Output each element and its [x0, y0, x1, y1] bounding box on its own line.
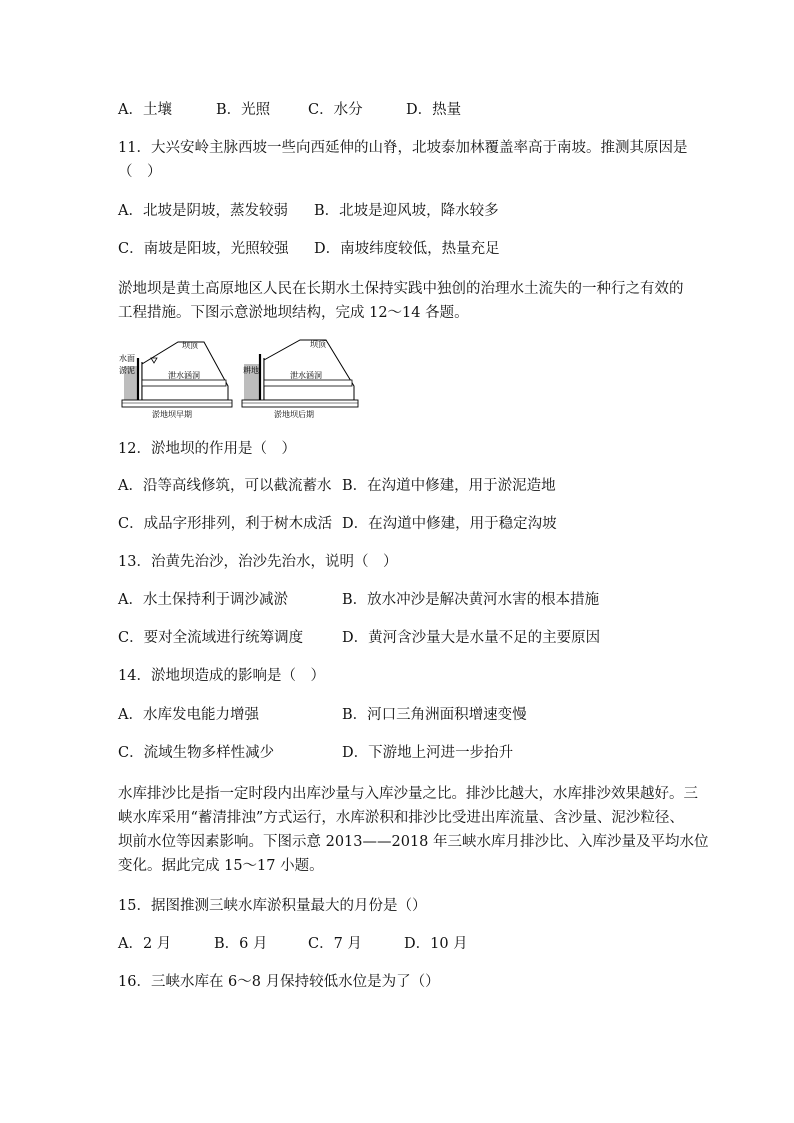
- q12-stem: 12．淤地坝的作用是（ ）: [118, 441, 296, 457]
- q15-options: [118, 934, 718, 954]
- check-dam-figure: [118, 336, 362, 422]
- q10-option-c: C．水分: [308, 102, 363, 118]
- q13-options-row2: [118, 628, 718, 648]
- q10-option-b: B．光照: [216, 102, 271, 118]
- label-farmland: 耕地: [243, 366, 259, 375]
- q14-option-d: D．下游地上河进一步抬升: [342, 745, 514, 761]
- q11-option-a: A．北坡是阴坡，蒸发较弱: [118, 203, 288, 219]
- q13-option-b: B．放水冲沙是解决黄河水害的根本措施: [342, 592, 600, 608]
- q15-option-d: D．10 月: [404, 936, 468, 952]
- q16-stem: 16．三峡水库在 6～8 月保持较低水位是为了（）: [118, 974, 440, 990]
- label-dam-top-late: 坝顶: [310, 340, 326, 349]
- q14-options-row1: [118, 705, 718, 725]
- q11-option-d: D．南坡纬度较低，热量充足: [314, 241, 500, 257]
- q10-option-a: A．土壤: [118, 102, 172, 118]
- q14-stem: 14．淤地坝造成的影响是（ ）: [118, 668, 325, 684]
- intro2-line1: 水库排沙比是指一定时段内出库沙量与入库沙量之比。排沙比越大，水库排沙效果越好。三: [118, 786, 698, 802]
- check-dam-early-diagram: [119, 340, 232, 419]
- q15-option-b: B．6 月: [214, 936, 268, 952]
- q11-option-c: C．南坡是阳坡，光照较强: [118, 241, 289, 257]
- q11-stem-blank: （ ）: [118, 164, 162, 180]
- q13-option-d: D．黄河含沙量大是水量不足的主要原因: [342, 630, 601, 646]
- q13-option-a: A．水土保持利于调沙减淤: [118, 592, 288, 608]
- q14-option-a: A．水库发电能力增强: [118, 707, 259, 723]
- q11-options-row1: [118, 201, 718, 221]
- q15-option-c: C．7 月: [308, 936, 362, 952]
- q14-option-b: B．河口三角洲面积增速变慢: [342, 707, 527, 723]
- intro1-line2: 工程措施。下图示意淤地坝结构，完成 12～14 各题。: [118, 305, 469, 321]
- q13-option-c: C．要对全流域进行统筹调度: [118, 630, 304, 646]
- label-silt: 淤泥: [119, 366, 135, 375]
- q13-options-row1: [118, 590, 718, 610]
- q12-options-row2: [118, 514, 718, 534]
- q12-option-d: D．在沟道中修建，用于稳定沟坡: [342, 516, 557, 532]
- q11-options-row2: [118, 239, 718, 259]
- q12-options-row1: [118, 476, 718, 496]
- q12-option-a: A．沿等高线修筑，可以截流蓄水: [118, 478, 332, 494]
- check-dam-late-diagram: [242, 339, 358, 419]
- q10-options: [118, 100, 718, 120]
- q12-option-c: C．成品字形排列，利于树木成活: [118, 516, 333, 532]
- q12-option-b: B．在沟道中修建，用于淤泥造地: [342, 478, 556, 494]
- intro2-line2: 峡水库采用“蓄清排浊”方式运行，水库淤积和排沙比受进出库流量、含沙量、泥沙粒径、: [118, 810, 684, 826]
- caption-early: 淤地坝早期: [152, 410, 192, 419]
- q15-option-a: A．2 月: [118, 936, 172, 952]
- intro2-line4: 变化。据此完成 15～17 小题。: [118, 858, 324, 874]
- q14-option-c: C．流域生物多样性减少: [118, 745, 275, 761]
- label-dam-top-early: 坝顶: [182, 341, 198, 350]
- intro1-line1: 淤地坝是黄土高原地区人民在长期水土保持实践中独创的治理水土流失的一种行之有效的: [118, 281, 684, 297]
- label-culvert-late: 泄水涵洞: [290, 371, 322, 380]
- q10-option-d: D．热量: [406, 102, 462, 118]
- q15-stem: 15．据图推测三峡水库淤积量最大的月份是（）: [118, 898, 427, 914]
- caption-late: 淤地坝后期: [274, 410, 314, 419]
- intro2-line3: 坝前水位等因素影响。下图示意 2013——2018 年三峡水库月排沙比、入库沙量及平均水位: [118, 834, 709, 850]
- q11-option-b: B．北坡是迎风坡，降水较多: [314, 203, 499, 219]
- label-culvert-early: 泄水涵洞: [168, 371, 200, 380]
- q14-options-row2: [118, 743, 718, 763]
- label-water-surface: 水面: [119, 354, 135, 363]
- q13-stem: 13．治黄先治沙，治沙先治水，说明（ ）: [118, 554, 398, 570]
- q11-stem: 11．大兴安岭主脉西坡一些向西延伸的山脊，北坡泰加林覆盖率高于南坡。推测其原因是: [118, 140, 688, 156]
